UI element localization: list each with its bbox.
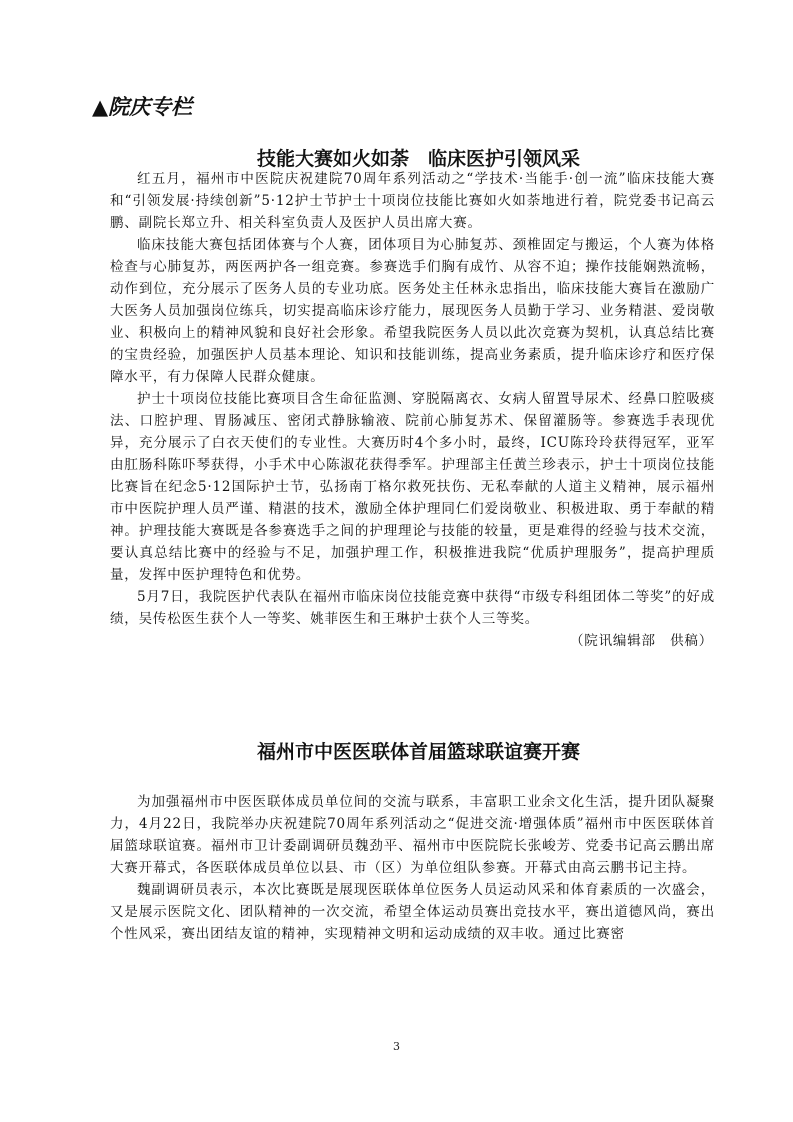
article1-paragraph: 护士十项岗位技能比赛项目含生命征监测、穿脱隔离衣、女病人留置导尿术、经鼻口腔吸痰法、口腔护理、胃肠减压、密闭式静脉输液、院前心肺复苏术、保留灌肠等。参赛选手表现优异，充分展示了白衣天使们的专业性。大赛历时4个多小时，最终，ICU陈玲玲获得冠军，亚军由肛肠科陈吓琴获得，小手术中心陈淑花获得季军。护理部主任黄兰珍表示，护士十项岗位技能比赛旨在纪念5·12国际护士节，弘扬南丁格尔救死扶伤、无私奉献的人道主义精神，展示福州市中医院护理人员严谨、精湛的技术，激励全体护理同仁们爱岗敬业、积极进取、勇于奉献的精神。护理技能大赛既是各参赛选手之间的护理理论与技能的较量，更是难得的经验与技术交流，要认真总结比赛中的经验与不足，加强护理工作，积极推进我院“优质护理服务”，提高护理质量，发挥中医护理特色和优势。 <box>110 391 715 583</box>
article2-title: 福州市中医医联体首届篮球联谊赛开赛 <box>256 741 580 763</box>
article1-body <box>110 168 715 652</box>
article2-paragraph: 为加强福州市中医医联体成员单位间的交流与联系，丰富职工业余文化生活，提升团队凝聚力，4月22日，我院举办庆祝建院70周年系列活动之“促进交流·增强体质”福州市中医医联体首届篮球联谊赛。福州市卫计委副调研员魏劲平、福州市中医院院长张峻芳、党委书记高云鹏出席大赛开幕式，各医联体成员单位以县、市（区）为单位组队参赛。开幕式由高云鹏书记主持。 <box>110 794 715 876</box>
section-header: ▲院庆专栏 <box>92 95 193 119</box>
article2-body <box>110 791 715 945</box>
article1-title: 技能大赛如火如荼 临床医护引领风采 <box>256 148 580 170</box>
page-number: 3 <box>393 1040 400 1053</box>
article2-paragraph: 魏副调研员表示，本次比赛既是展现医联体单位医务人员运动风采和体育素质的一次盛会，又是展示医院文化、团队精神的一次交流，希望全体运动员赛出竞技水平，赛出道德风尚，赛出个性风采，赛出团结友谊的精神，实现精神文明和运动成绩的双丰收。通过比赛密 <box>110 882 715 942</box>
article1-paragraph: 临床技能大赛包括团体赛与个人赛，团体项目为心肺复苏、颈椎固定与搬运，个人赛为体格检查与心肺复苏，两医两护各一组竞赛。参赛选手们胸有成竹、从容不迫；操作技能娴熟流畅，动作到位，充分展示了医务人员的专业功底。医务处主任林永忠指出，临床技能大赛旨在激励广大医务人员加强岗位练兵，切实提高临床诊疗能力，展现医务人员勤于学习、业务精湛、爱岗敬业、积极向上的精神风貌和良好社会形象。希望我院医务人员以此次竞赛为契机，认真总结比赛的宝贵经验，加强医护人员基本理论、知识和技能训练，提高业务素质，提升临床诊疗和医疗保障水平，有力保障人民群众健康。 <box>110 237 715 385</box>
article1-credit: （院讯编辑部 供稿） <box>570 633 713 649</box>
article1-paragraph: 5月7日，我院医护代表队在福州市临床岗位技能竞赛中获得“市级专科组团体二等奖”的好成绩，吴传松医生获个人一等奖、姚菲医生和王琳护士获个人三等奖。 <box>110 589 715 627</box>
article1-paragraph: 红五月，福州市中医院庆祝建院70周年系列活动之“学技术·当能手·创一流”临床技能大赛和“引领发展·持续创新”5·12护士节护士十项岗位技能比赛如火如荼地进行着，院党委书记高云鹏、副院长郑立升、相关科室负责人及医护人员出席大赛。 <box>110 171 715 231</box>
